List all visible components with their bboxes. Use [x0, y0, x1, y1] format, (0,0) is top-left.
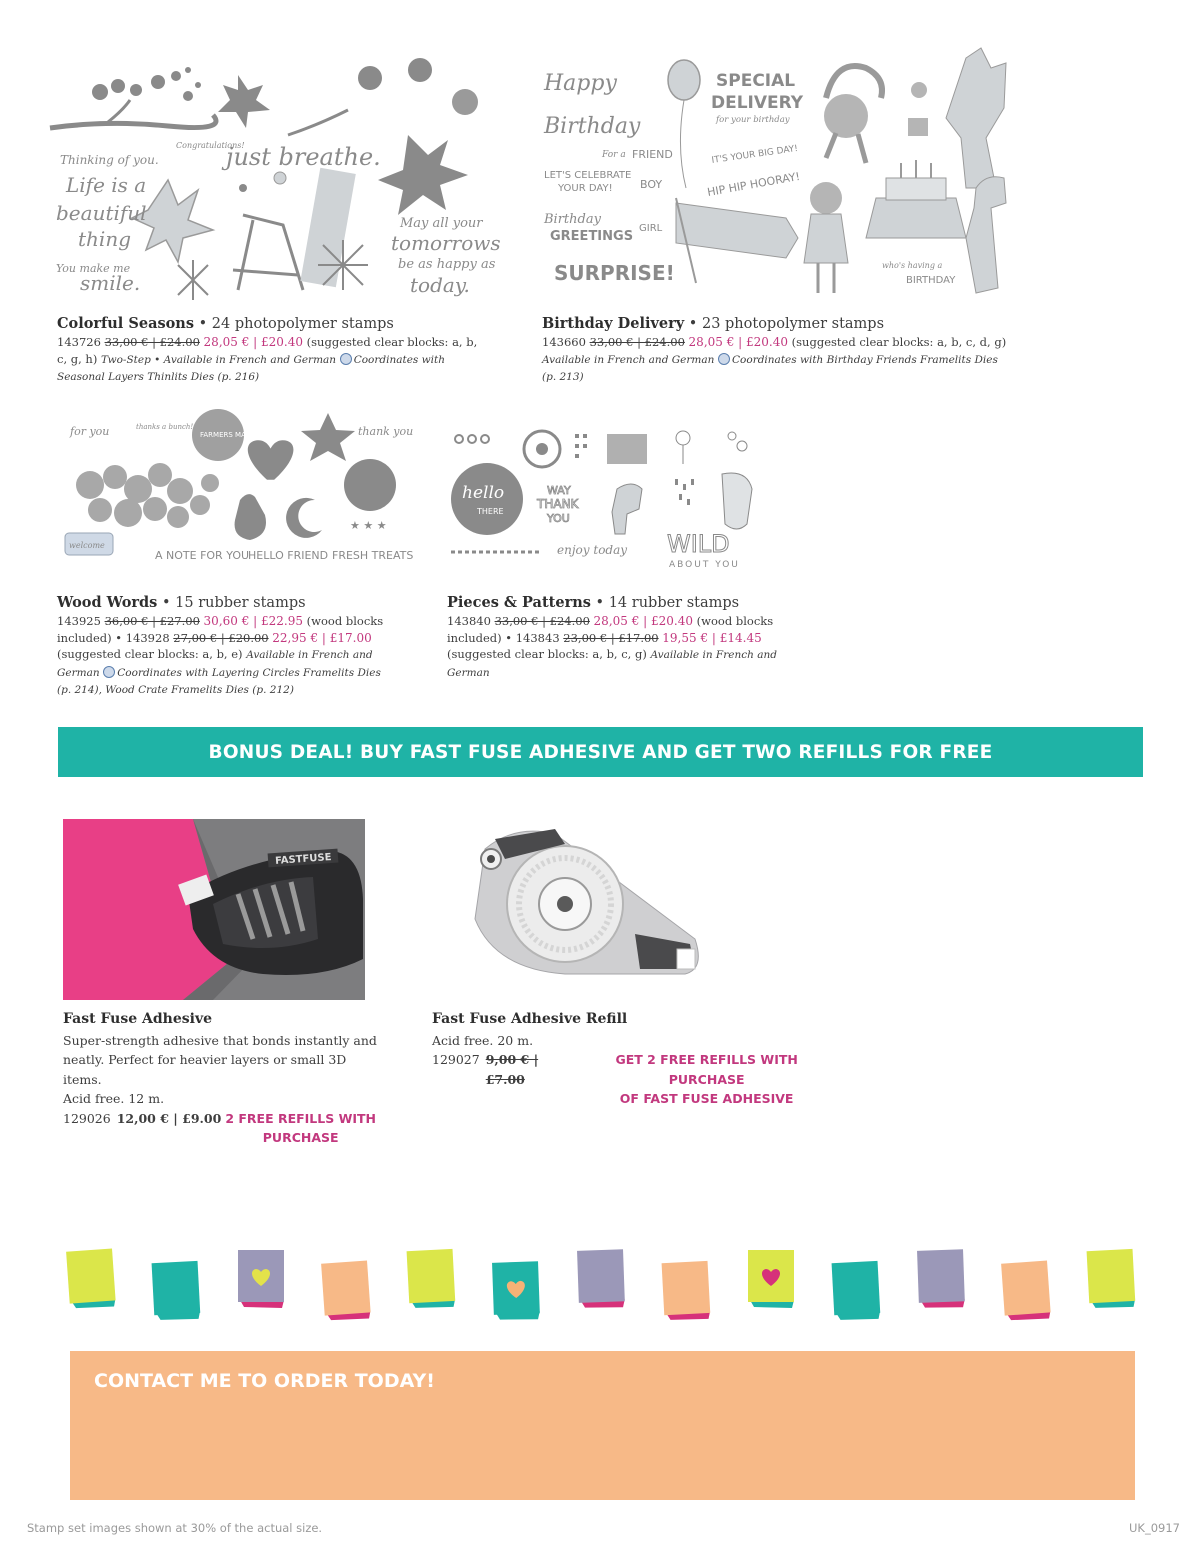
stamp-text: Birthday	[544, 212, 601, 227]
product-title: Wood Words	[57, 594, 158, 611]
product-count: 24 photopolymer stamps	[211, 316, 394, 332]
promo-line: GET 2 FREE REFILLS WITH PURCHASE	[615, 1052, 798, 1087]
fast-fuse-refill-photo	[455, 819, 725, 1000]
coordinates-note: Coordinates with Seasonal Layers Thinlits Dies (p. 216)	[57, 353, 445, 383]
coordinates-note: Coordinates with Birthday Friends Framelits Dies (p. 213)	[542, 353, 998, 383]
stamp-text: YOU	[547, 512, 570, 525]
stamp-text: LET'S CELEBRATE	[544, 170, 632, 181]
wood-blocks-note: (wood blocks included) •	[447, 614, 774, 645]
bunting-card	[1003, 1262, 1051, 1324]
bonus-deal-text: BONUS DEAL! BUY FAST FUSE ADHESIVE AND GET TWO REFILLS FOR FREE	[208, 741, 993, 763]
product-title: Pieces & Patterns	[447, 594, 591, 611]
stamp-text: for your birthday	[716, 115, 790, 125]
product-count: 14 rubber stamps	[608, 595, 740, 611]
stamp-text: who's having a	[882, 261, 943, 270]
fastfuse-label: FASTFUSE	[274, 852, 332, 867]
suggested-blocks: (suggested clear blocks: a, b, e)	[57, 647, 243, 661]
stamp-text: FRESH TREATS	[332, 549, 414, 562]
bunting-card	[748, 1250, 796, 1312]
stamp-text: enjoy today	[557, 543, 628, 557]
stamp-text: IT'S YOUR BIG DAY!	[711, 143, 799, 166]
availability-note: Available in French and German	[57, 649, 373, 679]
contact-title: CONTACT ME TO ORDER TODAY!	[94, 1370, 435, 1392]
stamp-text: hello	[462, 483, 505, 503]
product-description-line: Acid free. 20 m.	[432, 1032, 534, 1048]
item-number: 143925	[57, 614, 101, 628]
separator: •	[157, 595, 176, 611]
promo-line: 2 FREE REFILLS WITH	[225, 1110, 377, 1126]
stamp-text: beautiful	[56, 201, 147, 225]
stamp-text: SURPRISE!	[554, 261, 675, 285]
availability-note: Two-Step • Available in French and German	[100, 353, 337, 366]
price: 12,00 € | £9.00	[116, 1110, 222, 1126]
old-price: 36,00 € | £27.00	[104, 614, 200, 628]
product-description-line: Acid free. 12 m.	[63, 1091, 165, 1106]
size-footnote: Stamp set images shown at 30% of the actual size.	[27, 1521, 323, 1535]
svg-text:★ ★ ★: ★ ★ ★	[350, 519, 387, 532]
item-number: 143843	[515, 630, 560, 645]
stamp-text: GREETINGS	[550, 229, 634, 244]
item-number: 143840	[447, 614, 491, 628]
coordinates-icon	[718, 353, 730, 365]
colorful-seasons-stamp-image	[48, 40, 518, 302]
stamp-text: Congratulations!	[176, 141, 245, 150]
stamp-text: thing	[78, 227, 131, 251]
bunting-card	[408, 1250, 456, 1312]
stamp-text: thank you	[358, 425, 414, 438]
item-number: 143660	[542, 335, 586, 349]
stamp-text: May all your	[400, 216, 483, 231]
new-price: 19,55 € | £14.45	[662, 630, 762, 645]
suggested-blocks: (suggested clear blocks: a, b, c, g)	[447, 647, 647, 661]
page-code: UK_0917	[1129, 1521, 1180, 1535]
stamp-text: be as happy as	[398, 257, 496, 272]
stamp-text: DELIVERY	[711, 93, 804, 113]
stamp-text: WAY	[547, 484, 571, 497]
item-number: 143928	[125, 630, 170, 645]
old-price: 27,00 € | £20.00	[173, 630, 269, 645]
fast-fuse-adhesive-photo	[63, 819, 365, 1000]
wood-words-product	[57, 593, 392, 699]
stamp-text: Life is a	[66, 173, 147, 197]
birthday-delivery-stamp-image	[536, 38, 1014, 302]
availability-note: Available in French and German	[447, 649, 777, 679]
fast-fuse-adhesive-product	[63, 1010, 383, 1148]
old-price: 9,00 € | £7.00	[485, 1052, 539, 1087]
product-description-line: Super-strength adhesive that bonds instantly and	[63, 1032, 377, 1048]
stamp-text: BIRTHDAY	[906, 275, 956, 286]
stamp-text: welcome	[69, 541, 105, 550]
stamp-text: A NOTE FOR YOU	[155, 549, 250, 562]
promo-line: OF FAST FUSE ADHESIVE	[619, 1091, 794, 1106]
product-title: Colorful Seasons	[57, 315, 194, 332]
new-price: 28,05 € | £20.40	[203, 335, 304, 349]
separator: •	[590, 595, 609, 611]
old-price: 23,00 € | £17.00	[563, 630, 659, 645]
bunting-card	[578, 1250, 626, 1312]
refill-promo	[581, 1050, 832, 1109]
promo-line: PURCHASE	[262, 1130, 339, 1145]
stamp-text: HELLO FRIEND	[248, 549, 329, 562]
stamp-text: HIP HIP HOORAY!	[706, 169, 801, 199]
stamp-text: FARMERS MARKET	[200, 431, 265, 439]
item-number: 129027	[432, 1052, 480, 1067]
stamp-text: BOY	[640, 178, 663, 191]
wood-words-stamp-image	[60, 405, 414, 577]
separator: •	[684, 316, 702, 332]
stamp-text: For a	[602, 150, 626, 160]
bunting-card	[68, 1250, 116, 1312]
stamp-text: ABOUT YOU	[669, 560, 740, 570]
separator: •	[194, 316, 212, 332]
bunting-card	[918, 1250, 966, 1312]
stamp-text: FRIEND	[632, 148, 673, 161]
stamp-text: tomorrows	[391, 231, 501, 255]
free-refills-promo	[225, 1109, 376, 1148]
fast-fuse-refill-product	[432, 1010, 832, 1109]
stamp-text: thanks a bunch!	[136, 423, 194, 431]
coordinates-note: Coordinates with Layering Circles Framelits Dies (p. 214), Wood Crate Framelits Dies (p. 212)	[57, 666, 381, 696]
stamp-text: You make me	[56, 262, 131, 275]
bunting-card	[833, 1262, 881, 1324]
stamp-text: Thinking of you.	[60, 153, 159, 167]
stamp-text: Birthday	[544, 114, 641, 139]
new-price: 30,60 € | £22.95	[203, 614, 304, 628]
product-title: Birthday Delivery	[542, 315, 685, 332]
product-title: Fast Fuse Adhesive Refill	[432, 1011, 628, 1027]
suggested-blocks: (suggested clear blocks: a, b, c, g, h)	[57, 335, 478, 366]
item-number: 143726	[57, 335, 101, 349]
item-number: 129026	[63, 1110, 111, 1126]
new-price: 22,95 € | £17.00	[272, 630, 372, 645]
bunting-card	[663, 1262, 711, 1324]
bunting-card	[1088, 1250, 1136, 1312]
coordinates-icon	[340, 353, 352, 365]
colorful-seasons-product	[57, 314, 487, 386]
stamp-text: WILD	[667, 530, 730, 558]
old-price: 33,00 € | £24.00	[104, 335, 200, 349]
birthday-delivery-product	[542, 314, 1012, 386]
product-title: Fast Fuse Adhesive	[63, 1011, 212, 1027]
old-price: 33,00 € | £24.00	[589, 335, 685, 349]
coordinates-icon	[103, 666, 115, 678]
bunting-card	[323, 1262, 371, 1324]
new-price: 28,05 € | £20.40	[688, 335, 789, 349]
product-count: 15 rubber stamps	[175, 595, 306, 611]
contact-box	[70, 1351, 1135, 1500]
stamp-text: YOUR DAY!	[558, 183, 613, 194]
pieces-patterns-stamp-image	[447, 424, 767, 574]
bonus-deal-banner	[58, 727, 1143, 777]
availability-note: Available in French and German	[542, 353, 715, 366]
stamp-text: Happy	[544, 71, 617, 96]
stamp-text: SPECIAL	[716, 71, 796, 91]
pieces-patterns-product	[447, 593, 782, 681]
stamp-text: today.	[410, 273, 470, 297]
bunting-card	[493, 1262, 541, 1324]
bunting-card	[153, 1262, 201, 1324]
stamp-text: for you	[70, 425, 110, 438]
bunting-card	[238, 1250, 286, 1312]
stamp-text: THANK	[537, 497, 579, 511]
wood-blocks-note: (wood blocks included) •	[57, 614, 384, 645]
new-price: 28,05 € | £20.40	[593, 614, 694, 628]
product-description-line: neatly. Perfect for heavier layers or small 3D items.	[63, 1052, 347, 1087]
stamp-text: smile.	[80, 271, 141, 295]
stamp-text: THERE	[477, 507, 504, 516]
old-price: 33,00 € | £24.00	[494, 614, 590, 628]
suggested-blocks: (suggested clear blocks: a, b, c, d, g)	[791, 335, 1007, 349]
stamp-text: GIRL	[639, 223, 663, 234]
stamp-text: just breathe.	[226, 143, 381, 171]
product-count: 23 photopolymer stamps	[701, 316, 885, 332]
